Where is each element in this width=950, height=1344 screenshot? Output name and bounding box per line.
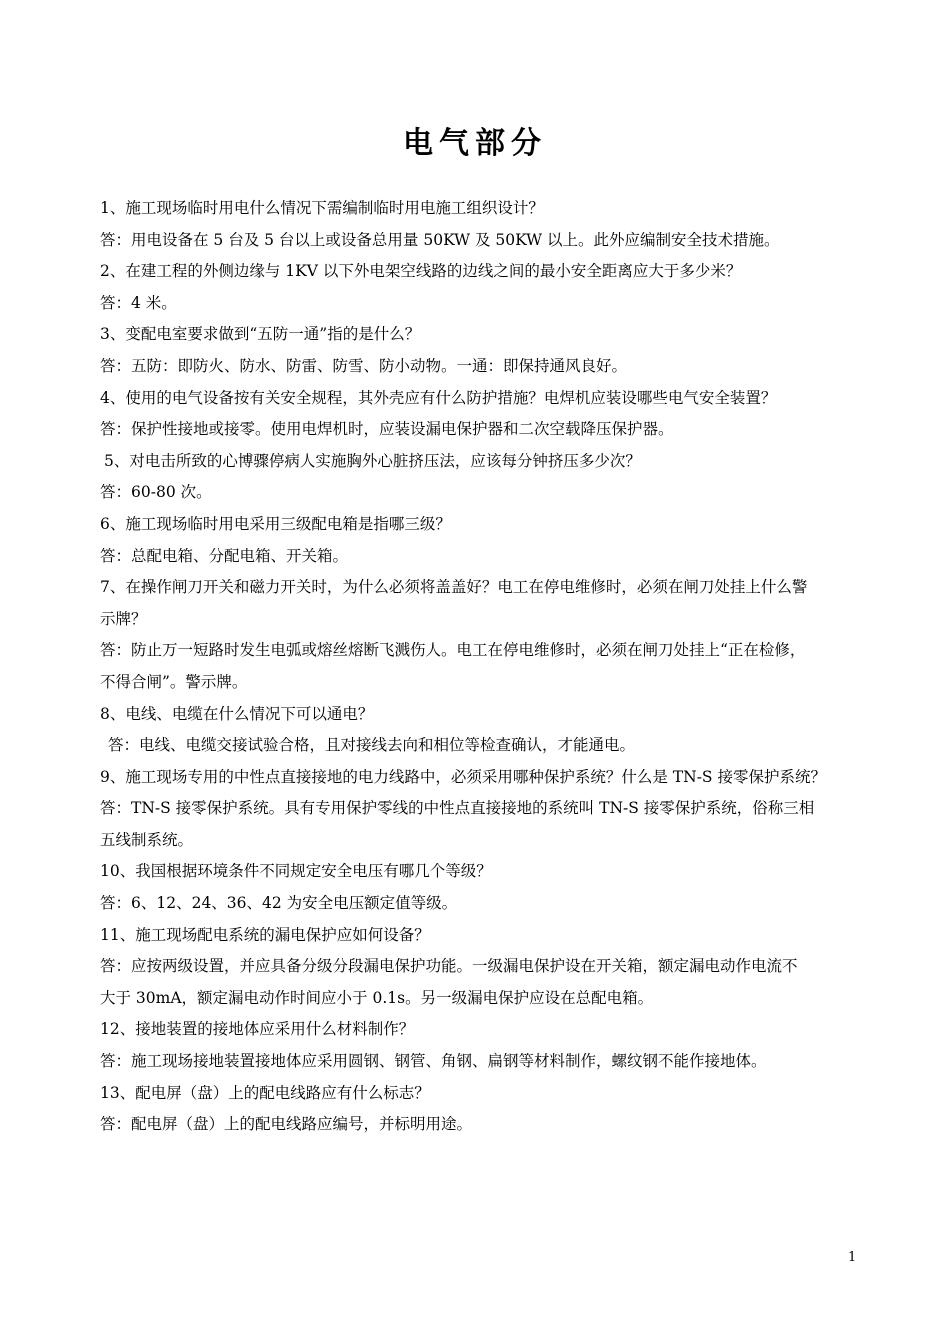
question-line: 11、施工现场配电系统的漏电保护应如何设备？ [100,925,430,944]
answer-line: 答：总配电箱、分配电箱、开关箱。 [100,546,349,565]
answer-line: 答：6、12、24、36、42 为安全电压额定值等级。 [100,894,458,913]
question-line: 1、施工现场临时用电什么情况下需编制临时用电施工组织设计？ [100,199,544,217]
answer-line: 答：配电屏（盘）上的配电线路应编号，并标明用途。 [100,1115,473,1134]
answer-line: 答：4 米。 [100,293,177,312]
question-line: 3、变配电室要求做到“五防一通”指的是什么？ [100,325,421,344]
answer-line: 答：用电设备在 5 台及 5 台以上或设备总用量 50KW 及 50KW 以上。此外应编制安全技术措施。 [100,230,780,249]
question-line: 5、对电击所致的心博骤停病人实施胸外心脏挤压法，应该每分钟挤压多少次？ [104,451,641,470]
question-line: 8、电线、电缆在什么情况下可以通电？ [100,704,374,723]
answer-line: 答：电线、电缆交接试验合格，且对接线去向和相位等检查确认，才能通电。 [108,736,636,755]
answer-line: 答：五防：即防火、防水、防雷、防雪、防小动物。一通：即保持通风良好。 [100,356,628,375]
answer-line: 答：60-80 次。 [100,483,212,502]
question-line: 9、施工现场专用的中性点直接接地的电力线路中，必须采用哪种保护系统？什么是 TN-S 接零保护系统？ [100,767,826,786]
question-line: 10、我国根据环境条件不同规定安全电压有哪几个等级？ [100,862,492,881]
answer-line-continuation: 五线制系统。 [100,830,194,849]
answer-line: 答：应按两级设置，并应具备分级分段漏电保护功能。一级漏电保护设在开关箱，额定漏电动作电流不 [100,957,798,976]
answer-line: 答：TN-S 接零保护系统。具有专用保护零线的中性点直接接地的系统叫 TN-S 接零保护系统，俗称三相 [100,799,815,818]
answer-line: 答：施工现场接地装置接地体应采用圆钢、钢管、角钢、扁钢等材料制作，螺纹钢不能作接地体。 [100,1052,767,1071]
question-line: 13、配电屏（盘）上的配电线路应有什么标志？ [100,1083,430,1102]
question-line-continuation: 示牌？ [100,609,147,628]
question-line: 7、在操作闸刀开关和磁力开关时，为什么必须将盖盖好？电工在停电维修时，必须在闸刀处挂上什么警 [100,578,808,597]
question-line: 12、接地装置的接地体应采用什么材料制作？ [100,1020,415,1039]
answer-line-continuation: 大于 30mA，额定漏电动作时间应小于 0.1s。另一级漏电保护应设在总配电箱。 [100,988,654,1007]
page-number: 1 [848,1250,857,1265]
question-line: 2、在建工程的外侧边缘与 1KV 以下外电架空线路的边线之间的最小安全距离应大于多少米？ [100,262,742,281]
question-line: 6、施工现场临时用电采用三级配电箱是指哪三级？ [100,514,451,533]
document-body [100,193,860,1141]
answer-line-continuation: 不得合闸”。警示牌。 [100,672,248,691]
answer-line: 答：防止万一短路时发生电弧或熔丝熔断飞溅伤人。电工在停电维修时，必须在闸刀处挂上“正在检修， [100,641,806,660]
question-line: 4、使用的电气设备按有关安全规程，其外壳应有什么防护措施？电焊机应装设哪些电气安全装置？ [100,388,777,407]
answer-line: 答：保护性接地或接零。使用电焊机时，应装设漏电保护器和二次空载降压保护器。 [100,420,674,439]
page-title: 电气部分 [403,126,547,161]
